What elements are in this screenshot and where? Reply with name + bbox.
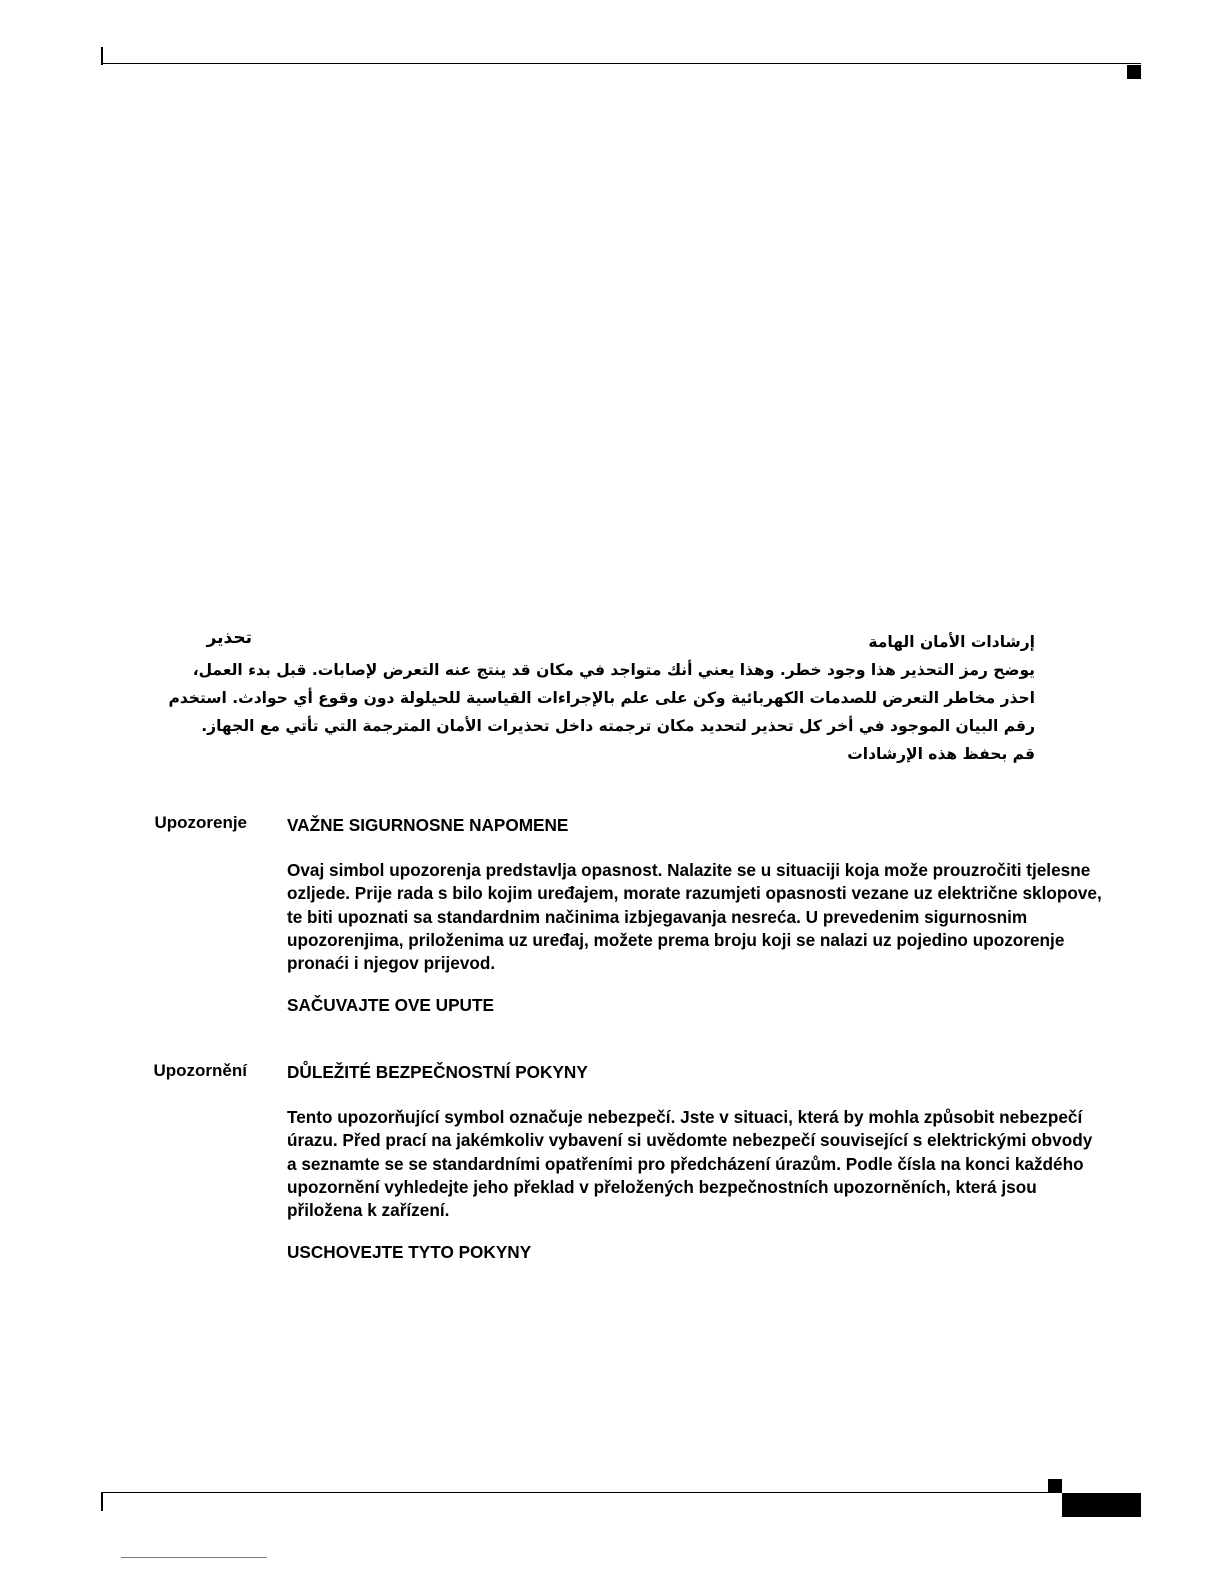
arabic-warning-title: إرشادات الأمان الهامة (868, 633, 1035, 651)
arabic-warning-line: رقم البيان الموجود في أخر كل تحذير لتحديد مكان ترجمته داخل تحذيرات الأمان المترجمة التي تأتي مع الجهاز. (201, 717, 1035, 735)
czech-warning-block (287, 1061, 1102, 1264)
czech-warning-label: Upozornění (153, 1061, 247, 1080)
footer-left-tick (101, 1493, 103, 1511)
czech-warning-title: DŮLEŽITÉ BEZPEČNOSTNÍ POKYNY (287, 1062, 588, 1082)
czech-warning-footer: USCHOVEJTE TYTO POKYNY (287, 1242, 532, 1263)
arabic-warning-footer: قم بحفظ هذه الإرشادات (847, 745, 1035, 763)
arabic-warning-block (168, 628, 1035, 768)
footer-page-tab (1062, 1493, 1141, 1517)
arabic-warning-line: احذر مخاطر التعرض للصدمات الكهربائية وكن على علم بالإجراءات القياسية للحيلولة دون وقوع أي حوادث. استخدم (168, 689, 1035, 707)
croatian-warning-body: Ovaj simbol upozorenja predstavlja opasnost. Nalazite se u situaciji koja može prouzročiti tjelesne ozljede. Prije rada s bilo kojim uređajem, morate razumjeti opasnosti vezane uz električne sklopove, te biti upoznati sa standardnim načinima izbjegavanja nesreća. U prevedenim sigurnosnim upozorenjima, priloženima uz uređaj, možete prema broju koji se nalazi uz pojedino upozorenje pronaći i njegov prijevod. (287, 860, 1102, 974)
arabic-warning-line: يوضح رمز التحذير هذا وجود خطر. وهذا يعني أنك متواجد في مكان قد ينتج عنه التعرض لإصابات. قبل بدء العمل، (192, 661, 1035, 679)
croatian-warning-footer: SAČUVAJTE OVE UPUTE (287, 995, 494, 1016)
footer-marker (1048, 1479, 1062, 1493)
czech-warning-body: Tento upozorňující symbol označuje nebezpečí. Jste v situaci, která by mohla způsobit nebezpečí úrazu. Před prací na jakémkoliv vybavení si uvědomte nebezpečí související s elektrickými obvody a seznamte se se standardními opatřeními pro předcházení úrazům. Podle čísla na konci každého upozornění vyhledejte jeho překlad v přeložených bezpečnostních upozorněních, která jsou přiložena k zařízení. (287, 1107, 1093, 1221)
header-marker (1127, 65, 1141, 79)
footer-rule (101, 1492, 1061, 1493)
croatian-warning-label: Upozorenje (154, 813, 247, 832)
arabic-warning-label: تحذير (206, 628, 252, 648)
croatian-warning-block (287, 814, 1102, 1017)
footer-link-underline (121, 1557, 267, 1558)
header-rule (101, 63, 1141, 64)
croatian-warning-title: VAŽNE SIGURNOSNE NAPOMENE (287, 815, 569, 835)
